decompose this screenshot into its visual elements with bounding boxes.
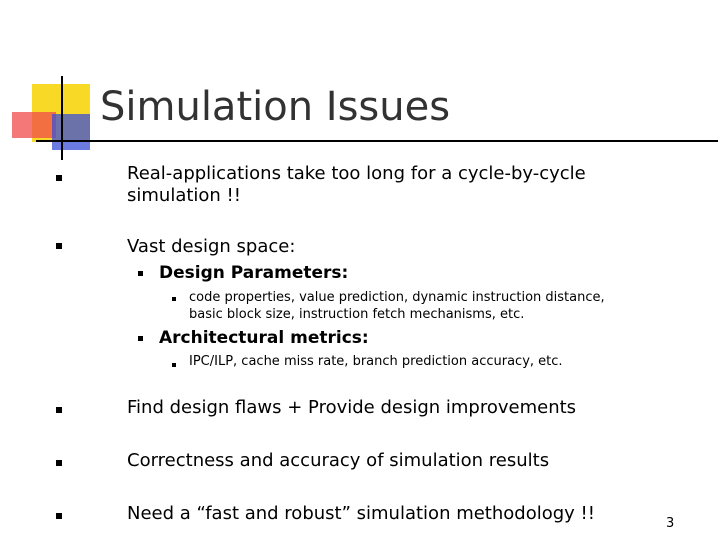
sub-sub-bullet-item xyxy=(189,289,605,323)
sub-bullet-square-icon xyxy=(138,271,143,276)
sub-sub-bullet-square-icon xyxy=(172,297,176,301)
bullet-square-icon xyxy=(56,175,62,181)
bullet-text-line: basic block size, instruction fetch mechanisms, etc. xyxy=(189,307,525,322)
decor-blue-square xyxy=(52,114,90,150)
bullet-square-icon xyxy=(56,407,62,413)
bullet-square-icon xyxy=(56,243,62,249)
bullet-item: Find design flaws + Provide design improvements xyxy=(127,397,577,418)
bullet-item xyxy=(127,163,586,207)
page-number: 3 xyxy=(666,516,675,531)
bullet-item: Correctness and accuracy of simulation results xyxy=(127,450,550,471)
sub-bullet-item: Architectural metrics: xyxy=(159,328,369,348)
bullet-item: Need a “fast and robust” simulation methodology !! xyxy=(127,503,595,524)
sub-sub-bullet-item: IPC/ILP, cache miss rate, branch prediction accuracy, etc. xyxy=(189,354,563,369)
title-underline xyxy=(36,140,718,142)
sub-sub-bullet-square-icon xyxy=(172,363,176,367)
bullet-square-icon xyxy=(56,513,62,519)
decor-vertical-line xyxy=(61,76,63,160)
bullet-text-line: simulation !! xyxy=(127,185,241,206)
bullet-text-line: code properties, value prediction, dynamic instruction distance, xyxy=(189,290,605,305)
bullet-square-icon xyxy=(56,460,62,466)
sub-bullet-square-icon xyxy=(138,336,143,341)
sub-bullet-item: Design Parameters: xyxy=(159,263,349,283)
slide-title: Simulation Issues xyxy=(100,84,451,130)
bullet-item: Vast design space: xyxy=(127,236,296,257)
bullet-text-line: Real-applications take too long for a cycle-by-cycle xyxy=(127,163,586,184)
decor-red-bar xyxy=(12,112,56,138)
